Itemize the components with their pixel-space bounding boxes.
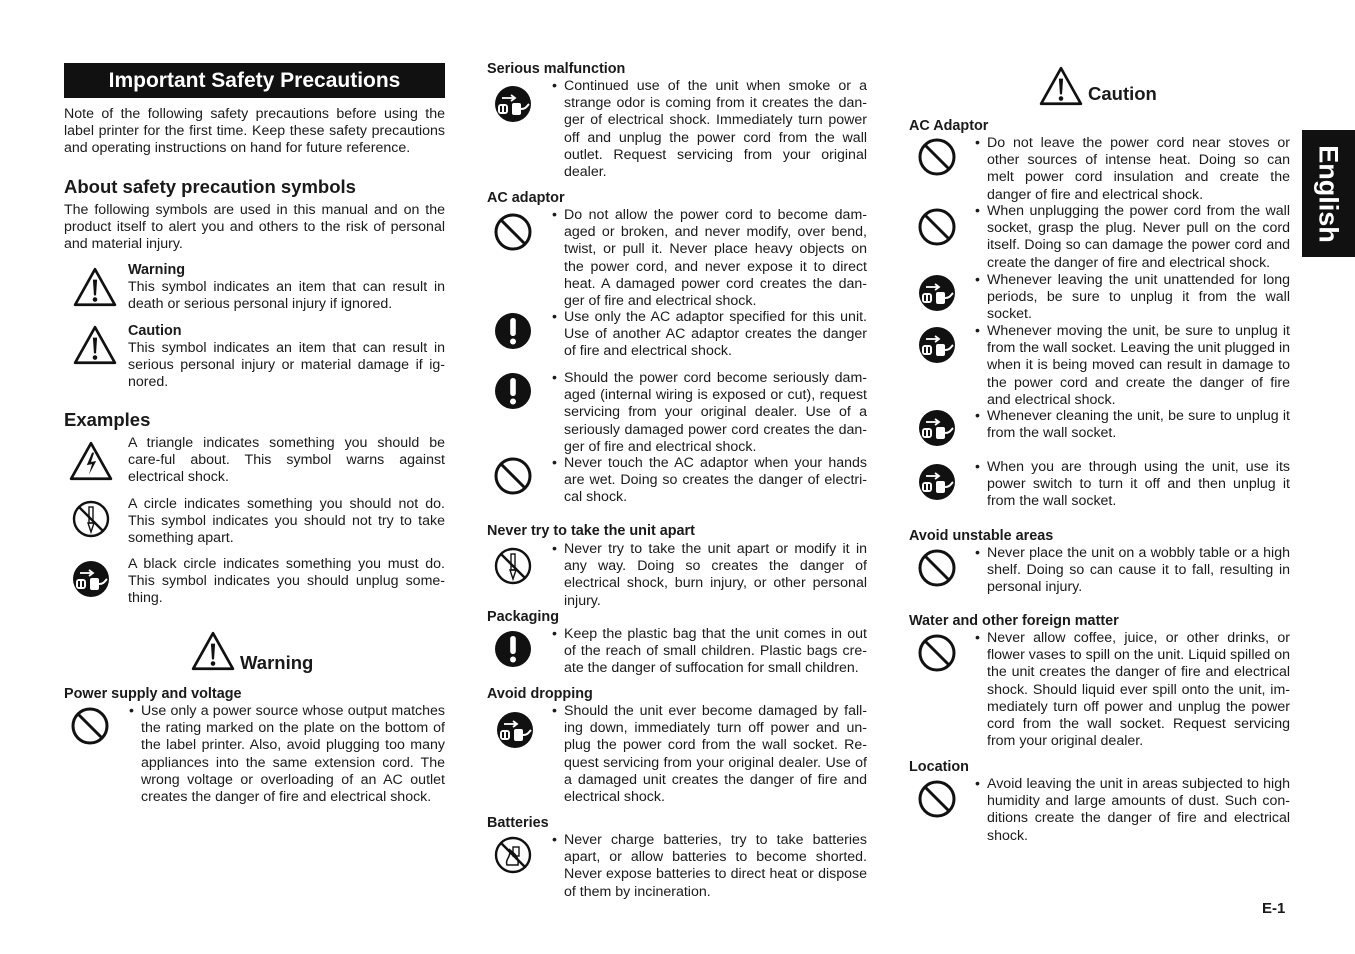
packaging-heading: Packaging [487,609,559,625]
caution-triangle-icon [72,324,118,366]
never-take-apart-heading: Never try to take the unit apart [487,523,695,539]
intro-text: Note of the following safety precautions before using the label printer for the first time. Keep these safety precautions and operating instructions on hand for future reference. [64,106,445,157]
caution-text-3: • Whenever leaving the unit unattended for long periods, be sure to unplug it from the wall socket. [975,272,1290,323]
mandatory-action-icon [493,371,533,411]
prohibition-icon [917,548,957,588]
batteries-text: • Never charge batteries, try to take batteries apart, or allow batteries to become shorted. Never expose batteries to direct heat or dispose of them by incineration. [552,832,867,900]
prohibition-icon [493,212,533,252]
location-text: • Avoid leaving the unit in areas subjected to high humidity and large amounts of dust. Such con-ditions create the danger of fire and electrical shock. [975,776,1290,844]
avoid-dropping-text: • Should the unit ever become damaged by fall-ing down, immediately turn off power and un-plug the power cord from the wall socket. Re-quest servicing from your original dealer. Use of a damaged unit creates the danger of fire and electrical shock. [552,703,867,806]
unplug-icon [71,559,111,599]
example-circle-text: A circle indicates something you should not do. This symbol indicates you should not try to take something apart. [128,496,445,547]
unplug-icon [917,408,957,448]
serious-malfunction-heading: Serious malfunction [487,61,626,77]
prohibition-icon [917,137,957,177]
example-triangle-text: A triangle indicates something you should be care-ful about. This symbol warns against electrical shock. [128,435,445,486]
warning-triangle-icon [72,266,118,308]
electric-shock-triangle-icon [68,440,114,482]
prohibition-icon [917,207,957,247]
unstable-areas-text: • Never place the unit on a wobbly table or a high shelf. Doing so can cause it to fall, resulting in personal injury. [975,545,1290,596]
caution-text-5: • Whenever cleaning the unit, be sure to unplug it from the wall socket. [975,408,1290,442]
prohibition-icon [917,779,957,819]
examples-heading: Examples [64,409,151,430]
about-text: The following symbols are used in this manual and on the product itself to alert you and others to the risk of personal and material injury. [64,202,445,253]
batteries-heading: Batteries [487,815,549,831]
prohibition-icon [493,456,533,496]
mandatory-action-icon [493,629,533,669]
unstable-areas-heading: Avoid unstable areas [909,528,1054,544]
caution-section-heading: Caution [1088,83,1157,104]
warning-section-icon [190,630,236,672]
mandatory-action-icon [493,311,533,351]
warning-text: This symbol indicates an item that can result in death or serious personal injury if ignored. [128,279,445,313]
packaging-text: • Keep the plastic bag that the unit comes in out of the reach of small children. Plastic bags cre-ate the danger of suffocation for small children. [552,626,867,677]
no-disassembly-icon [493,546,533,586]
language-tab-label: English [1313,145,1344,243]
power-supply-text: • Use only a power source whose output matches the rating marked on the plate on the bottom of the label printer. Also, avoid plugging too many appliances into the same extension cord. The wrong voltage or overloading of an AC outlet creates the danger of fire and electrical shock. [129,703,445,806]
water-heading: Water and other foreign matter [909,613,1119,629]
caution-text: This symbol indicates an item that can result in serious personal injury or material damage if ig-nored. [128,340,445,391]
unplug-icon [493,84,533,124]
page-title: Important Safety Precautions [64,63,445,98]
caution-label: Caution [128,323,182,339]
malfunction-text: • Continued use of the unit when smoke or a strange odor is coming from it creates the dan-ger of electrical shock. Immediately turn power off and unplug the power cord from the wall outlet. Request servicing from your original dealer. [552,78,867,181]
ac-adaptor-text-3: • Should the power cord become seriously dam-aged (internal wiring is exposed or cut), request servicing from your original dealer. Use of a seriously damaged power cord creates the dan-ger of fire and electrical shock. [552,370,867,455]
ac-adaptor-text-4: • Never touch the AC adaptor when your hands are wet. Doing so creates the danger of electri-cal shock. [552,455,867,506]
prohibition-icon [70,706,110,746]
avoid-dropping-heading: Avoid dropping [487,686,593,702]
unplug-icon [917,325,957,365]
caution-section-icon [1038,65,1084,107]
unplug-icon [917,273,957,313]
never-take-apart-text: • Never try to take the unit apart or modify it in any way. Doing so creates the danger of electrical shock, burn injury, or other personal injury. [552,541,867,609]
warning-label: Warning [128,262,186,278]
caution-text-6: • When you are through using the unit, use its power switch to turn it off and then unplug it from the wall socket. [975,459,1290,510]
ac-adaptor-caution-heading: AC Adaptor [909,118,989,134]
about-heading: About safety precaution symbols [64,176,356,197]
unplug-icon [917,462,957,502]
language-tab [1302,130,1355,257]
unplug-icon [495,710,535,750]
ac-adaptor-heading: AC adaptor [487,190,565,206]
caution-text-4: • Whenever moving the unit, be sure to unplug it from the wall socket. Leaving the unit plugged in when it is being moved can result in damage to the power cord and create the danger of fire and electrical shock. [975,323,1290,408]
example-black-circle-text: A black circle indicates something you must do. This symbol indicates you should unplug some-thing. [128,556,445,607]
warning-section-heading: Warning [240,652,314,673]
caution-text-1: • Do not leave the power cord near stoves or other sources of intense heat. Doing so can melt power cord insulation and create the danger of fire and electrical shock. [975,135,1290,203]
page-number: E-1 [1262,900,1286,917]
ac-adaptor-text-1: • Do not allow the power cord to become dam-aged or broken, and never modify, over bend, twist, or pull it. Never place heavy objects on the power cord, and never expose it to direct heat. A damaged power cord creates the dan-ger of fire and electrical shock. [552,207,867,310]
water-text: • Never allow coffee, juice, or other drinks, or flower vases to spill on the unit. Liquid spilled on the unit creates the danger of fire and electrical shock. Should liquid ever spill onto the unit, im-mediately turn off power and unplug the power cord from the wall socket. Request servicing from your original dealer. [975,630,1290,750]
location-heading: Location [909,759,969,775]
ac-adaptor-text-2: • Use only the AC adaptor specified for this unit. Use of another AC adaptor creates the danger of fire and electrical shock. [552,309,867,360]
no-fire-icon [493,835,533,875]
power-supply-heading: Power supply and voltage [64,686,242,702]
prohibition-icon [917,633,957,673]
no-disassembly-icon [71,499,111,539]
caution-text-2: • When unplugging the power cord from the wall socket, grasp the plug. Never pull on the cord itself. Doing so can damage the power cord and create the danger of fire and electrical shock. [975,203,1290,271]
